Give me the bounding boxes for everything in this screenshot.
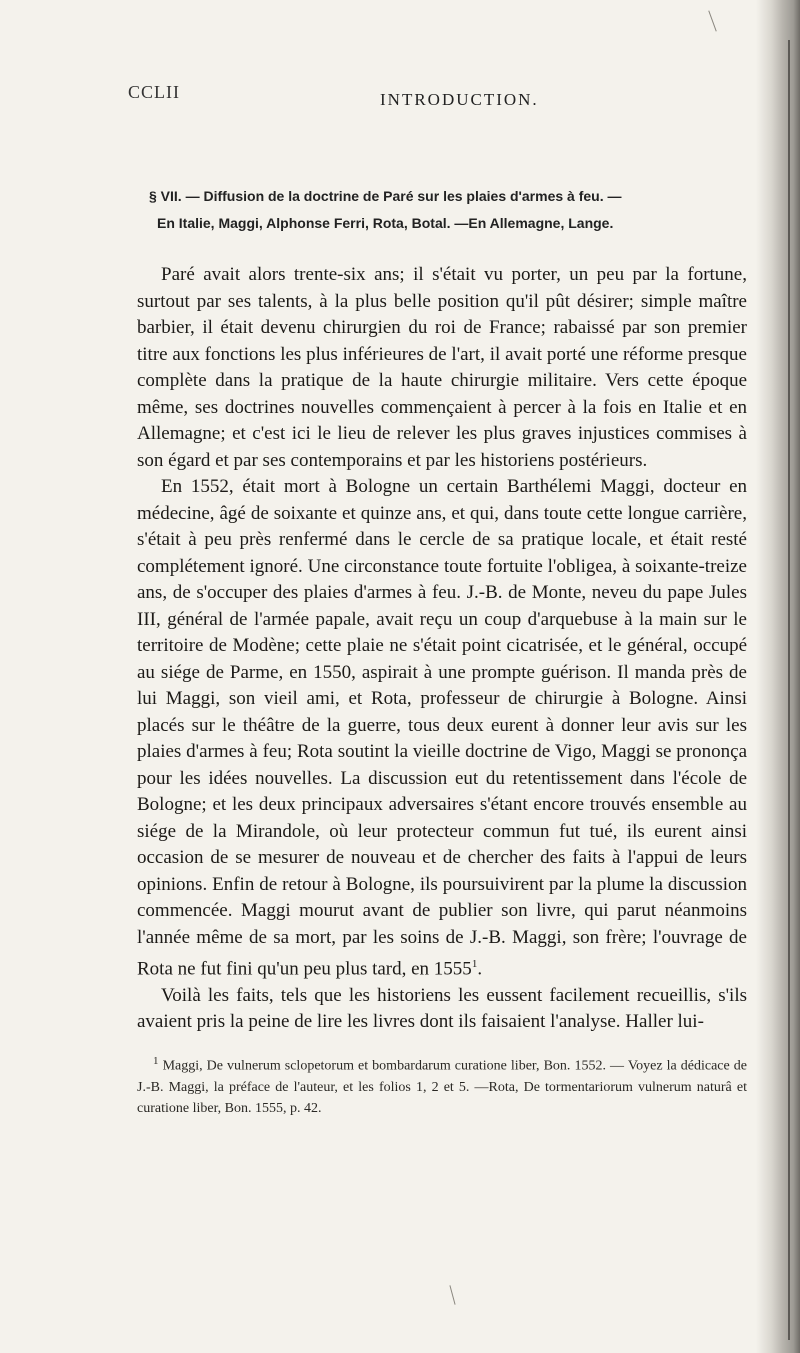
scan-mark-bottom xyxy=(449,1285,455,1305)
section-heading xyxy=(135,183,747,237)
footnote-paragraph xyxy=(137,1051,747,1119)
page-edge-line xyxy=(788,40,790,1340)
running-title: INTRODUCTION. xyxy=(380,90,539,109)
page-edge-shadow xyxy=(756,0,800,1353)
footnote-text: Maggi, De vulnerum sclopetorum et bombardarum curatione liber, Bon. 1552. — Voyez la dédicace de J.-B. Maggi, la préface de l'auteur, et les folios 1, 2 et 5. —Rota, De tormentariorum vulnerum naturâ et curatione liber, Bon. 1555, p. 42. xyxy=(137,1058,747,1116)
paragraph-3: Voilà les faits, tels que les historiens les eussent facilement recueillis, s'ils avaient pris la peine de lire les livres dont ils faisaient l'analyse. Haller lui- xyxy=(137,984,747,1033)
scan-mark xyxy=(708,10,716,31)
paragraph-2-text: En 1552, était mort à Bologne un certain Barthélemi Maggi, docteur en médecine, âgé de soixante et quinze ans, et qui, dans toute cette longue carrière, s'était à peu près renfermé dans le cercle de sa pratique locale, et était resté complétement ignoré. Une circonstance toute fortuite l'obligea, à soixante-treize ans, de s'occuper des plaies d'armes à feu. J.-B. de Monte, neveu du pape Jules III, général de l'armée papale, avait reçu un coup d'arquebuse à la main sur le territoire de Modène; cette plaie ne s'était point cicatrisée, et le général, occupé au siége de Parme, en 1550, aspirait à une prompte guérison. Il manda près de lui Maggi, son vieil ami, et Rota, professeur de chirurgie à Bologne. Ainsi placés sur le théâtre de la guerre, tous deux eurent à donner leur avis sur les plaies d'armes à feu; Rota soutint la vieille doctrine de Vigo, Maggi se prononça pour les idées nouvelles. La discussion eut du retentissement dans l'école de Bologne; et les deux principaux adversaires s'étant encore trouvés ensemble au siége de la Mirandole, où leur protecteur commun fut tué, ils eurent ainsi occasion de se mesurer de nouveau et de chercher des faits à l'appui de leurs opinions. Enfin de retour à Bologne, ils poursuivirent par la plume la discussion commencée. Maggi mourut avant de publier son livre, qui parut néanmoins l'année même de sa mort, par les soins de J.-B. Maggi, son frère; l'ouvrage de Rota ne fut fini qu'un peu plus tard, en 1555 xyxy=(137,476,747,980)
paragraph-2-end: . xyxy=(477,958,483,980)
footnote xyxy=(137,1051,747,1119)
body-text xyxy=(137,262,747,1036)
paragraph-2 xyxy=(137,474,747,983)
section-heading-line-2: En Italie, Maggi, Alphonse Ferri, Rota, Botal. —En Allemagne, Lange. xyxy=(157,215,614,231)
paragraph-1: Paré avait alors trente-six ans; il s'était vu porter, un peu par la fortune, surtout par ses talents, à la plus belle position qu'il pût désirer; simple maître barbier, il était devenu chirurgien du roi de France; rabaissé par son premier titre aux fonctions les plus inférieures de l'art, il avait porté une réforme presque complète dans la pratique de la haute chirurgie militaire. Vers cette époque même, ses doctrines nouvelles commençaient à percer à la fois en Italie et en Allemagne; et c'est ici le lieu de relever les plus graves injustices commises à son égard et par ses contemporains et par les historiens postérieurs. xyxy=(137,264,747,471)
section-heading-line-1: § VII. — Diffusion de la doctrine de Paré sur les plaies d'armes à feu. — xyxy=(149,188,622,204)
footnote-reference: 1 xyxy=(471,958,478,970)
footnote-marker: 1 xyxy=(153,1055,159,1067)
page-header xyxy=(130,82,710,112)
page-number: CCLII xyxy=(128,82,180,102)
